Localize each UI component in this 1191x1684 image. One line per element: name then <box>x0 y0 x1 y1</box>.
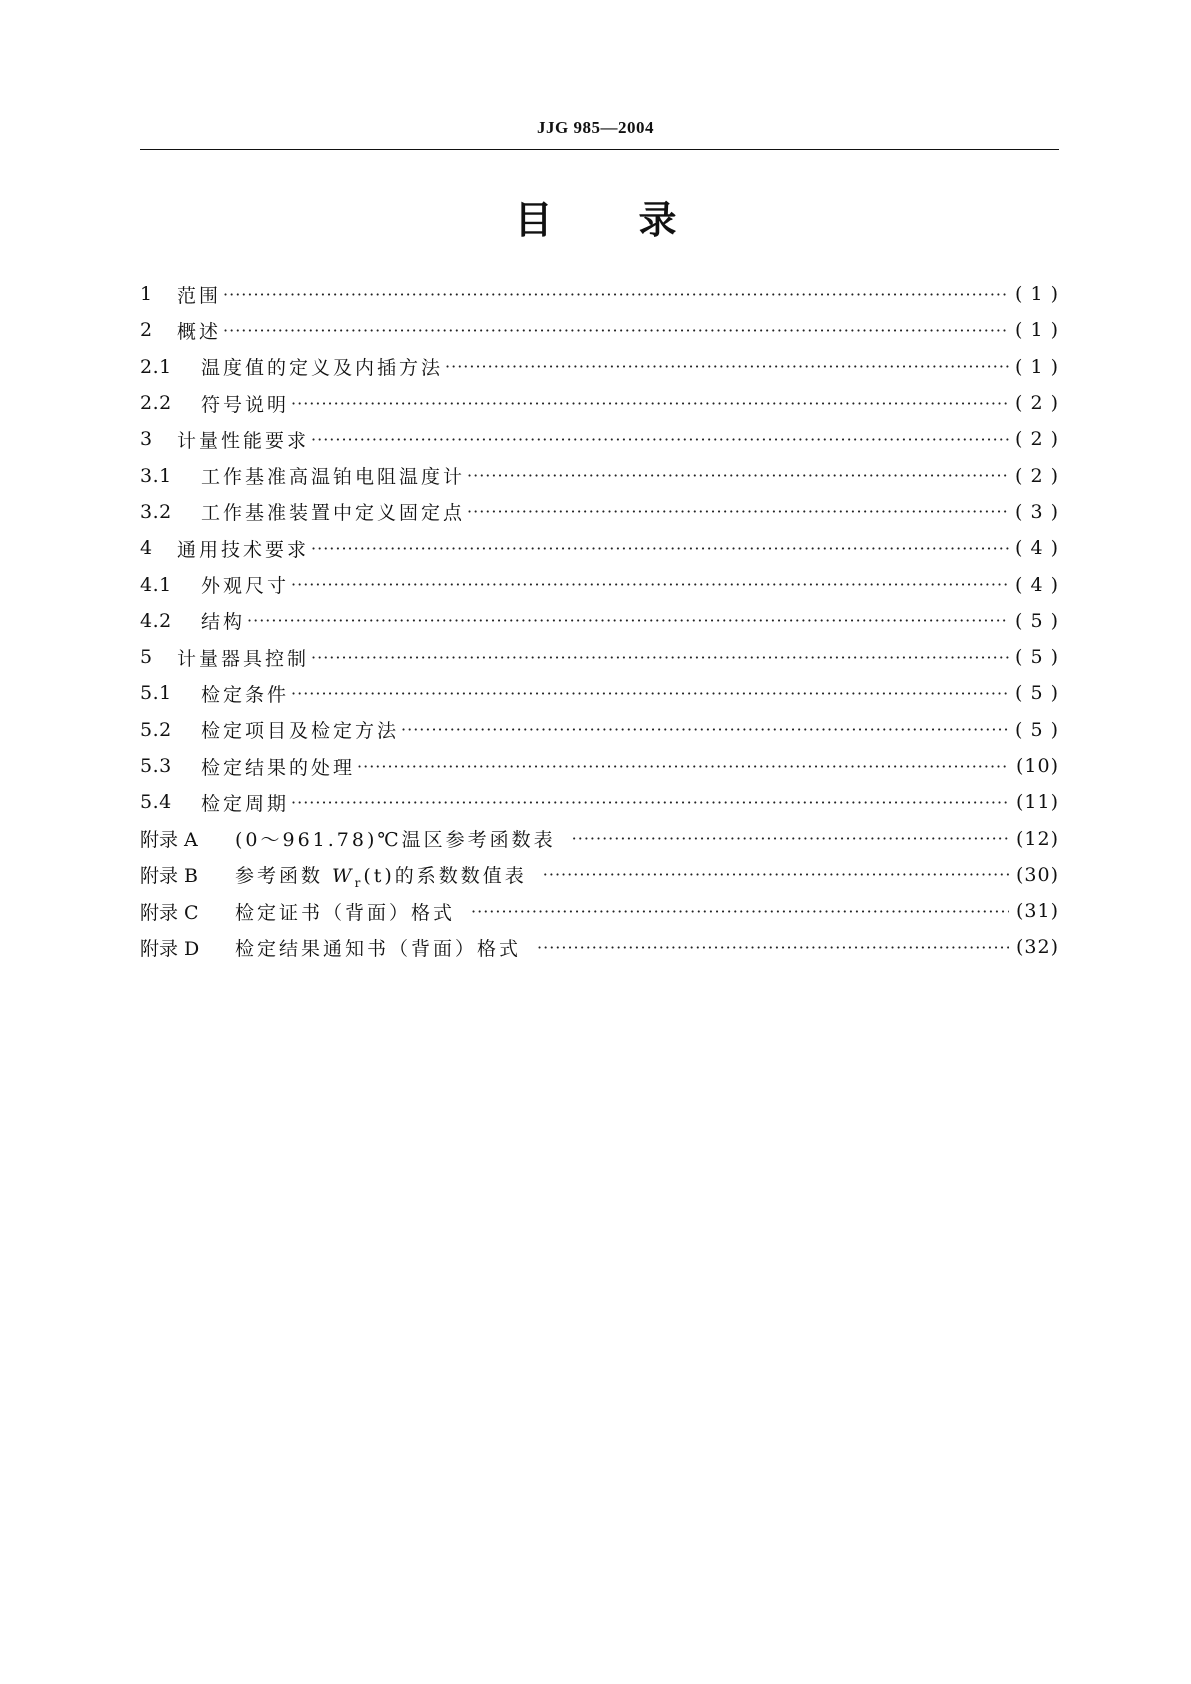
toc-entry-1[interactable] <box>140 276 1059 312</box>
toc-number: 2 <box>140 319 153 342</box>
toc-leader <box>291 793 1009 812</box>
toc-title: 检定条件 <box>201 683 290 706</box>
toc-leader <box>291 575 1009 594</box>
title-char-1: 目 <box>514 198 553 242</box>
toc-entry-5-1[interactable] <box>140 675 1059 711</box>
toc-number: 4.2 <box>140 609 172 632</box>
toc-entry-5[interactable] <box>140 639 1059 675</box>
toc-page: ( 1 ) <box>1015 319 1059 342</box>
toc-leader <box>223 285 1009 304</box>
toc-number: 附录 C <box>140 901 199 924</box>
title-char-2: 录 <box>638 198 677 242</box>
toc-leader <box>537 938 1009 957</box>
toc-leader <box>471 902 1009 921</box>
toc-leader <box>467 502 1009 521</box>
toc-page: ( 2 ) <box>1015 392 1059 415</box>
toc-page: (11) <box>1015 791 1059 814</box>
toc-number: 5.2 <box>140 718 172 741</box>
toc-number: 5.3 <box>140 755 172 777</box>
toc-number: 5.4 <box>140 791 172 814</box>
toc-number: 4.1 <box>140 573 172 596</box>
toc-title: 计量性能要求 <box>177 429 310 452</box>
toc-number: 2.1 <box>140 355 172 378</box>
toc-entry-appendix-c[interactable] <box>140 893 1059 929</box>
toc-title: 检定证书（背面）格式 <box>235 901 456 924</box>
toc-page: ( 5 ) <box>1015 609 1059 632</box>
toc-leader <box>247 611 1009 630</box>
toc-number: 2.2 <box>140 392 172 415</box>
toc-number: 4 <box>140 537 153 560</box>
toc-leader <box>291 684 1009 703</box>
toc-entry-2-2[interactable] <box>140 385 1059 421</box>
toc-leader <box>357 757 1009 776</box>
toc-entry-appendix-b[interactable] <box>140 857 1059 893</box>
toc-number: 5 <box>140 646 153 669</box>
toc-number: 3 <box>140 428 153 451</box>
toc-entry-2[interactable] <box>140 312 1059 348</box>
toc-title <box>235 861 541 890</box>
toc-page: ( 4 ) <box>1015 537 1059 560</box>
toc-entry-appendix-d[interactable] <box>140 929 1059 965</box>
toc-page: ( 5 ) <box>1015 646 1059 669</box>
toc-title: 外观尺寸 <box>201 575 290 598</box>
toc-title-subscript: r <box>354 875 364 890</box>
header-rule <box>140 149 1059 150</box>
toc-page: ( 1 ) <box>1015 355 1059 378</box>
toc-title: 温度值的定义及内插方法 <box>201 357 444 380</box>
toc-title: 工作基准高温铂电阻温度计 <box>201 466 466 489</box>
toc-number: 附录 D <box>140 937 200 960</box>
toc-title: 结构 <box>201 611 246 634</box>
toc-title-prefix: 参考函数 <box>235 864 333 887</box>
toc-number: 附录 B <box>140 865 199 888</box>
toc-title: 通用技术要求 <box>177 538 310 561</box>
toc-entry-appendix-a[interactable] <box>140 820 1059 856</box>
toc-page: (31) <box>1015 900 1059 923</box>
toc-page: ( 5 ) <box>1015 682 1059 705</box>
toc-page: ( 4 ) <box>1015 573 1059 596</box>
toc-entry-4[interactable] <box>140 530 1059 566</box>
page-title <box>0 196 1191 244</box>
toc-leader <box>572 829 1009 848</box>
toc-entry-3[interactable] <box>140 421 1059 457</box>
toc-entry-5-2[interactable] <box>140 712 1059 748</box>
toc-title-suffix: (t)的系数数值表 <box>363 864 527 887</box>
toc-leader <box>311 539 1009 558</box>
toc-title: 符号说明 <box>201 393 290 416</box>
toc-page: (32) <box>1015 936 1059 959</box>
toc-title-variable: W <box>332 864 355 887</box>
toc-page: (10) <box>1015 755 1059 777</box>
toc-title: 范围 <box>177 284 222 307</box>
toc-entry-4-2[interactable] <box>140 603 1059 639</box>
toc-entry-5-4[interactable] <box>140 784 1059 820</box>
toc-title: 计量器具控制 <box>177 647 310 670</box>
toc-page: (30) <box>1015 863 1059 886</box>
toc-number: 3.2 <box>140 500 172 523</box>
toc-number: 附录 A <box>140 829 198 852</box>
toc-entry-3-1[interactable] <box>140 457 1059 493</box>
toc-leader <box>543 865 1009 884</box>
toc-number: 1 <box>140 283 153 306</box>
toc-page: ( 3 ) <box>1015 500 1059 523</box>
toc-title: 概述 <box>177 320 222 343</box>
table-of-contents <box>140 276 1059 966</box>
toc-leader <box>467 466 1009 485</box>
toc-number: 5.1 <box>140 682 172 705</box>
toc-entry-2-1[interactable] <box>140 349 1059 385</box>
toc-page: ( 1 ) <box>1015 283 1059 306</box>
toc-title: 工作基准装置中定义固定点 <box>201 502 466 525</box>
toc-number: 3.1 <box>140 464 172 487</box>
toc-leader <box>311 648 1009 667</box>
toc-page: ( 5 ) <box>1015 718 1059 741</box>
toc-title: 检定结果通知书（背面）格式 <box>235 937 522 960</box>
toc-title: 检定周期 <box>201 792 290 815</box>
toc-title: (0～961.78)℃温区参考函数表 <box>235 829 556 852</box>
document-code-header: JJG 985—2004 <box>537 118 654 137</box>
toc-entry-3-2[interactable] <box>140 494 1059 530</box>
toc-leader <box>291 394 1009 413</box>
toc-leader <box>223 321 1009 340</box>
toc-title: 检定结果的处理 <box>201 756 356 779</box>
toc-leader <box>445 357 1009 376</box>
toc-page: (12) <box>1015 827 1059 850</box>
toc-title: 检定项目及检定方法 <box>201 720 400 743</box>
toc-page: ( 2 ) <box>1015 464 1059 487</box>
toc-entry-5-3[interactable] <box>140 748 1059 784</box>
toc-leader <box>311 430 1009 449</box>
toc-page: ( 2 ) <box>1015 428 1059 451</box>
toc-leader <box>401 720 1009 739</box>
toc-entry-4-1[interactable] <box>140 566 1059 602</box>
